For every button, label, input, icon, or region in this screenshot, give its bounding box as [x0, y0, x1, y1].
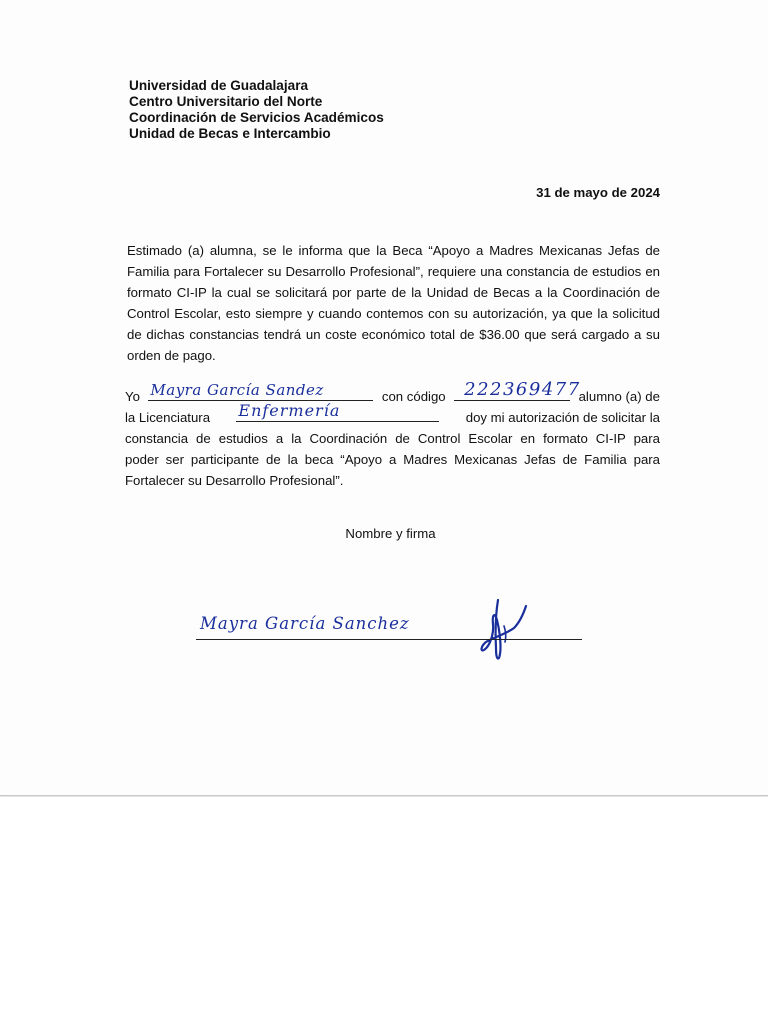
- handwritten-code: 222369477: [464, 378, 581, 400]
- blank-area: [0, 797, 768, 1024]
- authorization-line-3: constancia de estudios a la Coordinación de Control Escolar en formato CI-IP para: [125, 430, 660, 446]
- authorization-line-2: [125, 401, 660, 427]
- signature-scribble: [466, 598, 536, 662]
- header-line-center: Centro Universitario del Norte: [129, 94, 323, 109]
- handwritten-degree: Enfermería: [238, 401, 341, 420]
- signature-block: [196, 598, 584, 664]
- authorization-paragraph: [125, 378, 660, 491]
- authorization-line-1: [125, 378, 660, 406]
- doy-autorizacion-text: doy mi autorización de solicitar la: [465, 410, 660, 426]
- name-field: [148, 380, 373, 401]
- handwritten-name: Mayra García Sandez: [150, 380, 324, 399]
- intro-paragraph: Estimado (a) alumna, se le informa que la Beca “Apoyo a Madres Mexicanas Jefas de Familia para Fortalecer su Desarrollo Profesional”, requiere una constancia de estudios en formato CI-IP la cual se solicitará por parte de la Unidad de Becas a la Coordinación de Control Escolar, esto siempre y cuando contemos con su autorización, ya que la solicitud de dichas constancias tendrá un coste económico total de $36.00 que será cargado a su orden de pago.: [127, 243, 660, 363]
- signature-line: [196, 639, 582, 640]
- degree-field: [236, 401, 439, 422]
- handwritten-signature-name: Mayra García Sanchez: [200, 614, 410, 633]
- authorization-line-5: Fortalecer su Desarrollo Profesional”.: [125, 473, 344, 489]
- letter-date: 31 de mayo de 2024: [536, 185, 660, 200]
- signature-label: Nombre y firma: [345, 526, 436, 541]
- yo-text: Yo: [125, 389, 140, 404]
- institution-header: [129, 78, 384, 142]
- authorization-line-4: poder ser participante de la beca “Apoyo a Madres Mexicanas Jefas de Familia para: [125, 451, 660, 467]
- alumno-text: alumno (a) de: [578, 389, 660, 404]
- header-line-coordination: Coordinación de Servicios Académicos: [129, 110, 384, 125]
- licenciatura-text: la Licenciatura: [125, 410, 211, 426]
- code-field: [454, 378, 581, 401]
- header-line-university: Universidad de Guadalajara: [129, 78, 309, 93]
- header-line-unit: Unidad de Becas e Intercambio: [129, 126, 331, 141]
- con-codigo-text: con código: [381, 389, 446, 404]
